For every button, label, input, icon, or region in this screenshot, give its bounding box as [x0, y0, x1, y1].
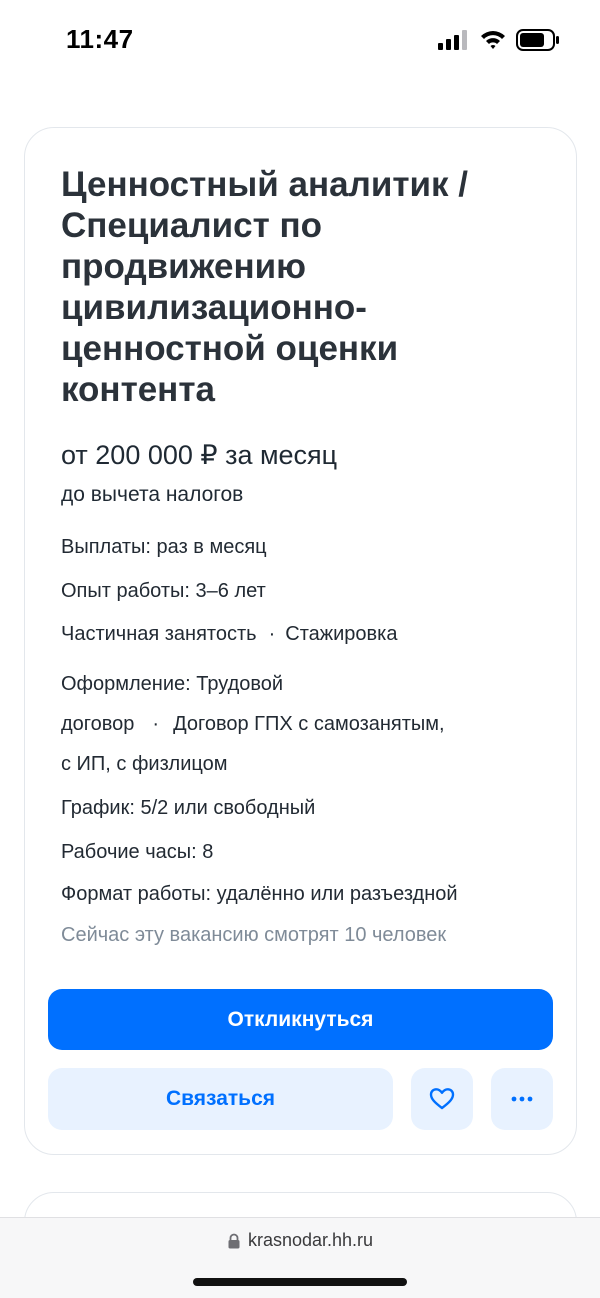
- vacancy-title-line: Ценностный аналитик /: [61, 165, 468, 204]
- browser-address-bar[interactable]: [0, 1217, 600, 1298]
- status-time: 11:47: [66, 24, 134, 54]
- contract-type-a: договор: [61, 713, 135, 735]
- employment-info: [61, 623, 398, 646]
- contract-info-line1: Оформление: Трудовой: [61, 673, 284, 695]
- viewers-count: Сейчас эту вакансию смотрят 10 человек: [61, 924, 447, 946]
- signal-icon: [438, 30, 468, 50]
- heart-icon: [429, 1087, 455, 1111]
- vacancy-title-line: Специалист по: [61, 206, 322, 245]
- hours-info: Рабочие часы: 8: [61, 841, 214, 863]
- contact-button[interactable]: Связаться: [48, 1068, 393, 1130]
- vacancy-title: [61, 164, 551, 410]
- salary: от 200 000 ₽ за месяц: [61, 440, 338, 470]
- vacancy-title-line: продвижению: [61, 247, 307, 286]
- payments-info: Выплаты: раз в месяц: [61, 536, 267, 558]
- vacancy-card: [24, 127, 577, 1155]
- url-container[interactable]: [0, 1230, 600, 1251]
- more-dots-icon: [511, 1096, 533, 1102]
- contract-type-b: Договор ГПХ с самозанятым,: [173, 713, 445, 735]
- more-button[interactable]: [491, 1068, 553, 1130]
- employment-extra: Стажировка: [285, 623, 398, 645]
- separator-dot: ·: [268, 623, 276, 645]
- lock-icon: [227, 1233, 241, 1249]
- favorite-button[interactable]: [411, 1068, 473, 1130]
- contract-info-line3: с ИП, с физлицом: [61, 753, 228, 775]
- separator-dot: ·: [152, 713, 160, 735]
- status-bar: [0, 0, 600, 80]
- wifi-icon: [480, 28, 506, 50]
- url-text: krasnodar.hh.ru: [247, 1230, 374, 1250]
- vacancy-title-line: контента: [61, 370, 215, 409]
- home-indicator[interactable]: [193, 1278, 407, 1286]
- vacancy-title-line: ценностной оценки: [61, 329, 399, 368]
- salary-note: до вычета налогов: [61, 483, 244, 506]
- experience-info: Опыт работы: 3–6 лет: [61, 580, 266, 602]
- schedule-info: График: 5/2 или свободный: [61, 797, 316, 819]
- vacancy-title-line: цивилизационно-: [61, 288, 367, 327]
- work-format-info: Формат работы: удалённо или разъездной: [61, 883, 458, 905]
- employment-type: Частичная занятость: [61, 623, 257, 645]
- battery-icon: [516, 29, 560, 51]
- respond-button[interactable]: Откликнуться: [48, 989, 553, 1050]
- contract-info-line2: [61, 713, 445, 736]
